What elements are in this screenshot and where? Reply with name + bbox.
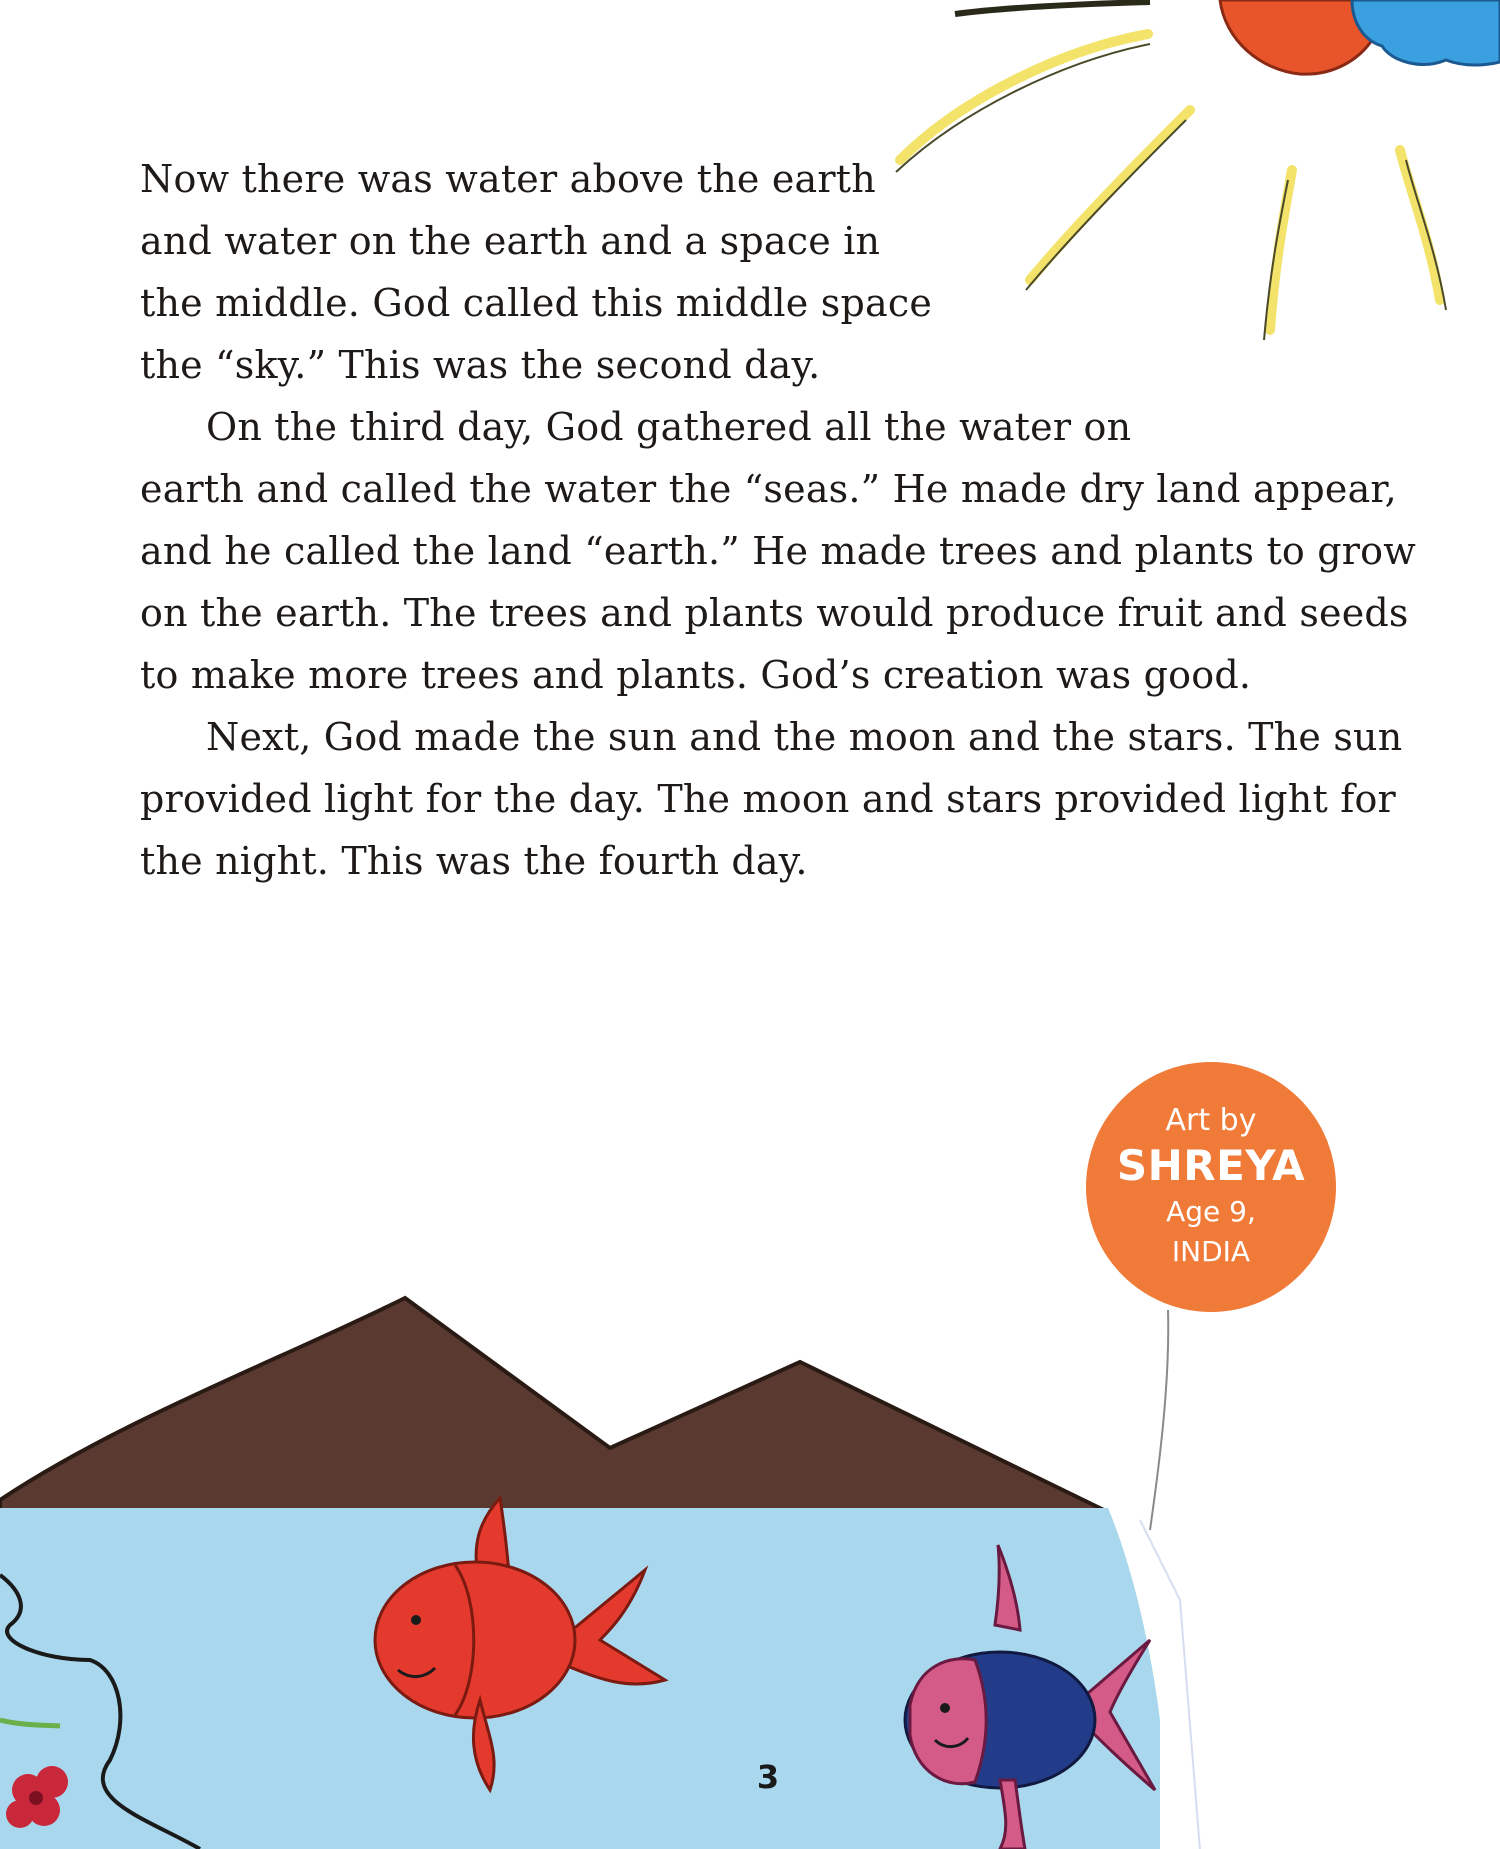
text-line: and he called the land “earth.” He made trees and plants to grow	[140, 529, 1416, 573]
badge-string-icon	[1150, 1310, 1168, 1530]
mountains-drawing	[0, 1298, 1108, 1515]
artist-country: INDIA	[1171, 1235, 1251, 1268]
text-line: the “sky.” This was the second day.	[140, 343, 821, 387]
text-line: provided light for the day. The moon and stars provided light for	[140, 777, 1396, 821]
story-text	[140, 148, 1416, 892]
text-line: to make more trees and plants. God’s creation was good.	[140, 653, 1252, 697]
mountain-icon	[0, 1298, 1108, 1515]
page-number: 3	[756, 1758, 780, 1796]
text-line: On the third day, God gathered all the water on	[206, 405, 1132, 449]
text-line: earth and called the water the “seas.” He made dry land appear,	[140, 467, 1397, 511]
paragraph-fourth-day	[140, 706, 1403, 892]
text-line: Next, God made the sun and the moon and the stars. The sun	[206, 715, 1403, 759]
text-line: the night. This was the fourth day.	[140, 839, 808, 883]
text-line: Now there was water above the earth	[140, 157, 876, 201]
text-line: and water on the earth and a space in	[140, 219, 881, 263]
text-line: on the earth. The trees and plants would produce fruit and seeds	[140, 591, 1409, 635]
crayon-stroke-icon	[955, 2, 1150, 14]
paragraph-second-day	[140, 148, 1370, 396]
cloud-icon	[1352, 0, 1500, 65]
paragraph-third-day	[140, 396, 1416, 706]
art-by-label: Art by	[1165, 1103, 1257, 1138]
artist-age: Age 9,	[1166, 1195, 1256, 1228]
text-line: the middle. God called this middle space	[140, 281, 933, 325]
artist-name: SHREYA	[1116, 1141, 1306, 1190]
artist-credit-badge	[1086, 1062, 1336, 1312]
